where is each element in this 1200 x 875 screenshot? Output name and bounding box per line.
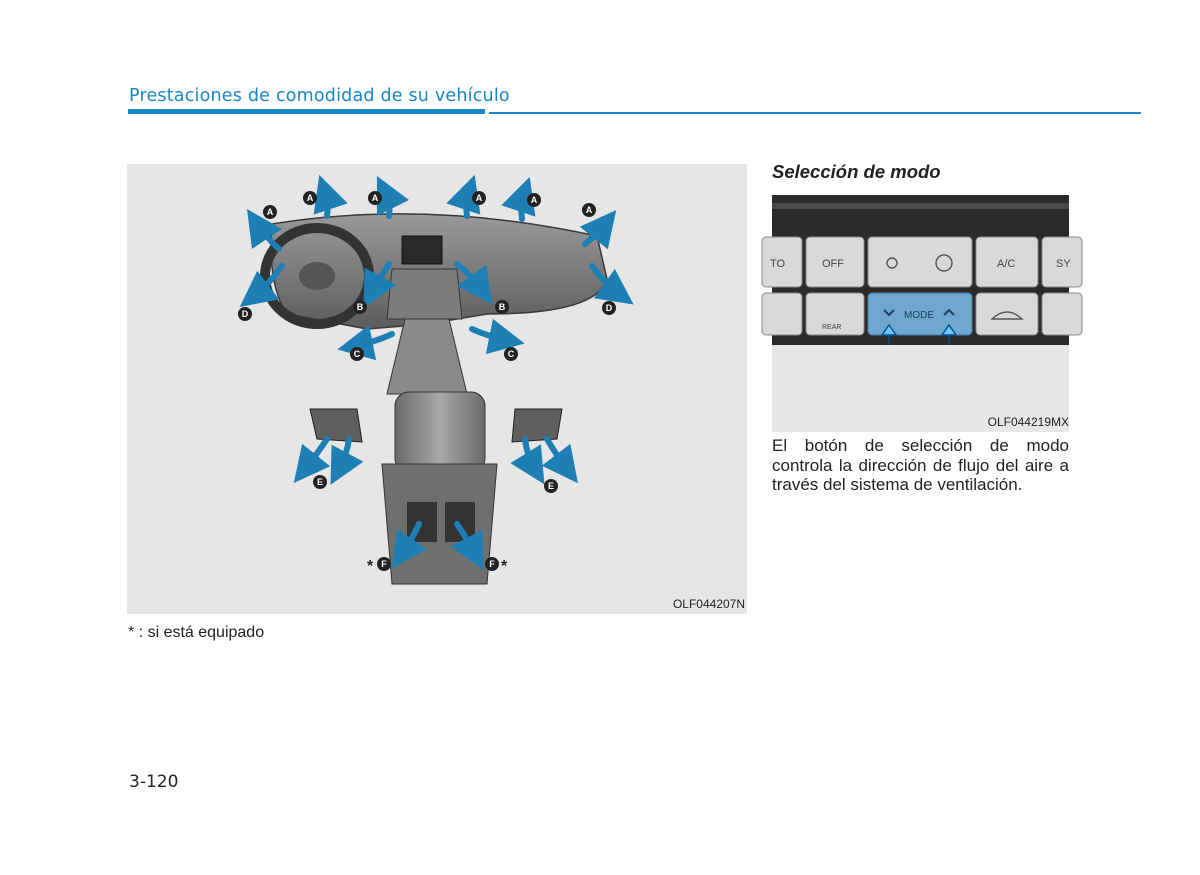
vent-label-e: E: [316, 477, 324, 487]
vent-diagram: [127, 164, 747, 614]
section-body: El botón de selección de modo controla la dirección de flujo del aire a través del sistema de ventilación.: [772, 436, 1069, 494]
section-title: Selección de modo: [772, 161, 941, 182]
footnote: * : si está equipado: [128, 624, 265, 641]
sync-button-label: SY: [1056, 258, 1071, 270]
vent-locations-figure: [127, 164, 747, 614]
figure-code: OLF044207N: [672, 597, 745, 611]
vent-label-f: F: [381, 559, 387, 569]
mode-panel-figure: [772, 195, 1069, 432]
control-panel-image: [772, 195, 1069, 345]
vent-label-d: D: [605, 303, 613, 313]
vent-asterisk: *: [501, 558, 508, 575]
vent-label-a: A: [530, 195, 538, 205]
vent-label-c: C: [507, 349, 515, 359]
rear-defrost-label: REAR: [822, 324, 842, 331]
vent-label-a: A: [306, 193, 314, 203]
off-button-label: OFF: [822, 258, 844, 270]
vent-label-a: A: [585, 205, 593, 215]
vent-asterisk: *: [367, 558, 374, 575]
vent-label-b: B: [498, 302, 506, 312]
vent-label-c: C: [353, 349, 361, 359]
vent-label-b: B: [356, 302, 364, 312]
vent-label-d: D: [241, 309, 249, 319]
page-number: 3-120: [129, 772, 179, 792]
vent-label-a: A: [371, 193, 379, 203]
ac-button-label: A/C: [997, 258, 1016, 270]
running-header: Prestaciones de comodidad de su vehículo: [129, 86, 510, 106]
vent-label-f: F: [489, 559, 495, 569]
figure-code: OLF044219MX: [987, 415, 1069, 429]
mode-button-label: MODE: [904, 310, 934, 321]
header-rule-thin: [489, 112, 1141, 114]
auto-button-label: TO: [770, 258, 786, 270]
vent-label-a: A: [475, 193, 483, 203]
vent-label-e: E: [547, 481, 555, 491]
vent-label-a: A: [266, 207, 274, 217]
header-rule-thick: [128, 109, 485, 114]
